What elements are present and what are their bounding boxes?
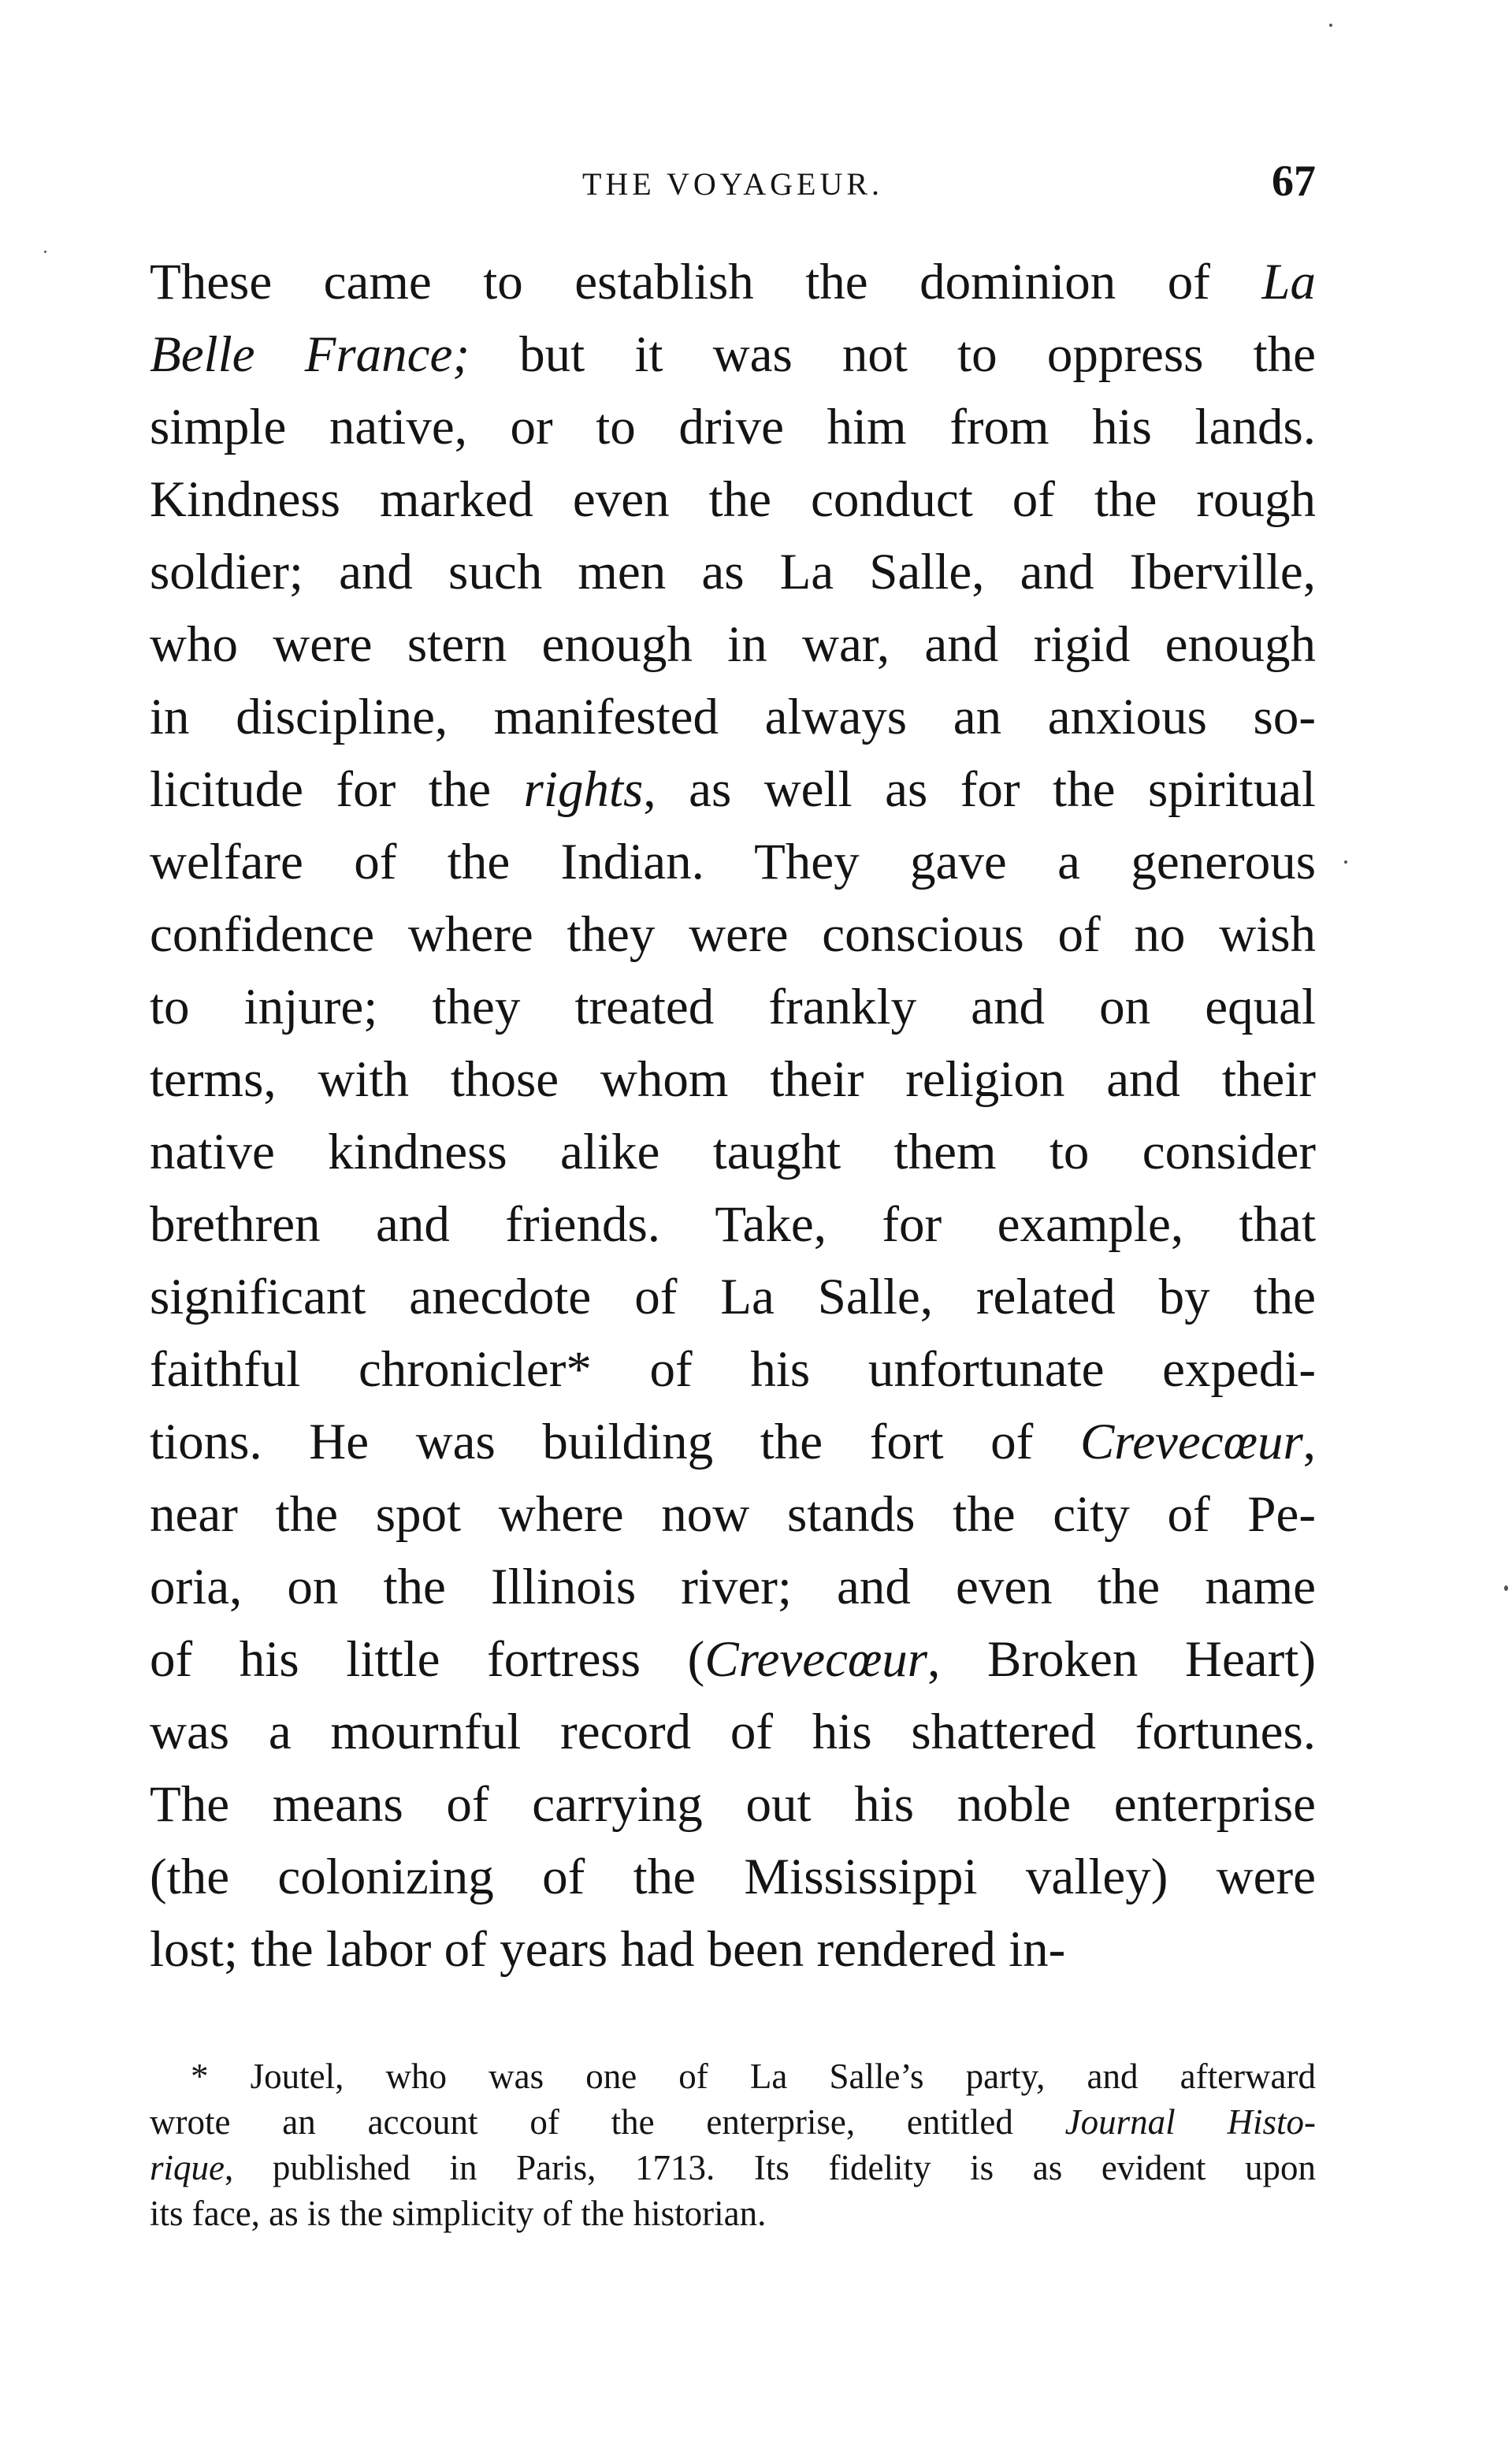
- text-run: , Broken Heart): [927, 1631, 1316, 1688]
- text-line: [150, 1116, 1316, 1188]
- text-run: soldier; and such men as La Salle, and Iberville,: [150, 544, 1316, 600]
- text-run: , as well as for the spiritual: [643, 761, 1316, 818]
- text-line: [150, 1623, 1316, 1696]
- text-run: oria, on the Illinois river; and even the name: [150, 1559, 1316, 1615]
- text-run: The means of carrying out his noble enterprise: [150, 1776, 1316, 1833]
- text-run: These came to establish the dominion of: [150, 254, 1262, 310]
- text-line: [150, 536, 1316, 608]
- text-run: wrote an account of the enterprise, entitled: [150, 2102, 1065, 2142]
- text-run: was a mournful record of his shattered fortunes.: [150, 1704, 1316, 1760]
- text-run: , published in Paris, 1713. Its fidelity is as evident upon: [225, 2148, 1316, 2187]
- text-run: terms, with those whom their religion and their: [150, 1051, 1316, 1108]
- text-run: Kindness marked even the conduct of the rough: [150, 471, 1316, 528]
- footnote-line: [150, 2191, 1316, 2236]
- text-line: [150, 1188, 1316, 1261]
- scan-speck: [1329, 24, 1332, 27]
- text-run: (the colonizing of the Mississippi valley) were: [150, 1849, 1316, 1905]
- page-number: 67: [1272, 157, 1316, 206]
- text-line: [150, 1333, 1316, 1406]
- text-run: licitude for the: [150, 761, 524, 818]
- italic-text: rights: [523, 761, 644, 818]
- text-line: [150, 1478, 1316, 1551]
- text-line: [150, 1696, 1316, 1768]
- text-line: [150, 1261, 1316, 1333]
- text-line: [150, 681, 1316, 753]
- text-line: [150, 753, 1316, 826]
- scan-speck: [1344, 860, 1347, 864]
- running-title: THE VOYAGEUR.: [581, 166, 884, 202]
- text-run: simple native, or to drive him from his lands.: [150, 399, 1316, 455]
- text-line: [150, 246, 1316, 318]
- text-run: confidence where they were conscious of no wish: [150, 906, 1316, 963]
- text-line: [150, 1841, 1316, 1913]
- scan-speck: [1504, 1585, 1508, 1591]
- italic-text: rique: [150, 2148, 225, 2187]
- text-run: * Joutel, who was one of La Salle’s party, and afterward: [191, 2057, 1316, 2096]
- text-line: [150, 463, 1316, 536]
- text-run: but it was not to oppress the: [470, 326, 1316, 383]
- text-line: [150, 898, 1316, 971]
- text-run: to injure; they treated frankly and on equal: [150, 979, 1316, 1035]
- italic-text: Journal Histo-: [1064, 2102, 1316, 2142]
- text-run: ,: [1302, 1414, 1316, 1470]
- text-run: native kindness alike taught them to consider: [150, 1124, 1316, 1180]
- text-line: [150, 971, 1316, 1043]
- italic-text: Crevecœur: [1079, 1414, 1303, 1470]
- text-run: who were stern enough in war, and rigid enough: [150, 616, 1316, 673]
- text-line: [150, 391, 1316, 463]
- text-line: [150, 1406, 1316, 1478]
- text-run: faithful chronicler* of his unfortunate expedi-: [150, 1341, 1316, 1398]
- footnote-line: [150, 2099, 1316, 2145]
- text-line: [150, 318, 1316, 391]
- text-run: near the spot where now stands the city of Pe-: [150, 1486, 1316, 1543]
- footnote-line: [150, 2053, 1316, 2099]
- scan-speck: [44, 251, 46, 253]
- body-text: [150, 246, 1316, 1986]
- text-line: [150, 1043, 1316, 1116]
- text-run: welfare of the Indian. They gave a generous: [150, 834, 1316, 890]
- running-head: [150, 154, 1316, 210]
- text-line: [150, 608, 1316, 681]
- text-run: tions. He was building the fort of: [150, 1414, 1080, 1470]
- text-run: its face, as is the simplicity of the historian.: [150, 2194, 767, 2233]
- text-line: [150, 1768, 1316, 1841]
- italic-text: Belle France;: [150, 326, 470, 383]
- text-line: [150, 1913, 1316, 1986]
- footnote-line: [150, 2145, 1316, 2191]
- footnote: [150, 2053, 1316, 2236]
- text-run: lost; the labor of years had been rendered in-: [150, 1921, 1066, 1978]
- italic-text: La: [1261, 254, 1316, 310]
- text-run: significant anecdote of La Salle, related by the: [150, 1269, 1316, 1325]
- text-run: brethren and friends. Take, for example, that: [150, 1196, 1316, 1253]
- italic-text: Crevecœur: [704, 1631, 928, 1688]
- text-line: [150, 1551, 1316, 1623]
- text-run: in discipline, manifested always an anxious so-: [150, 689, 1316, 745]
- text-run: of his little fortress (: [150, 1631, 705, 1688]
- text-line: [150, 826, 1316, 898]
